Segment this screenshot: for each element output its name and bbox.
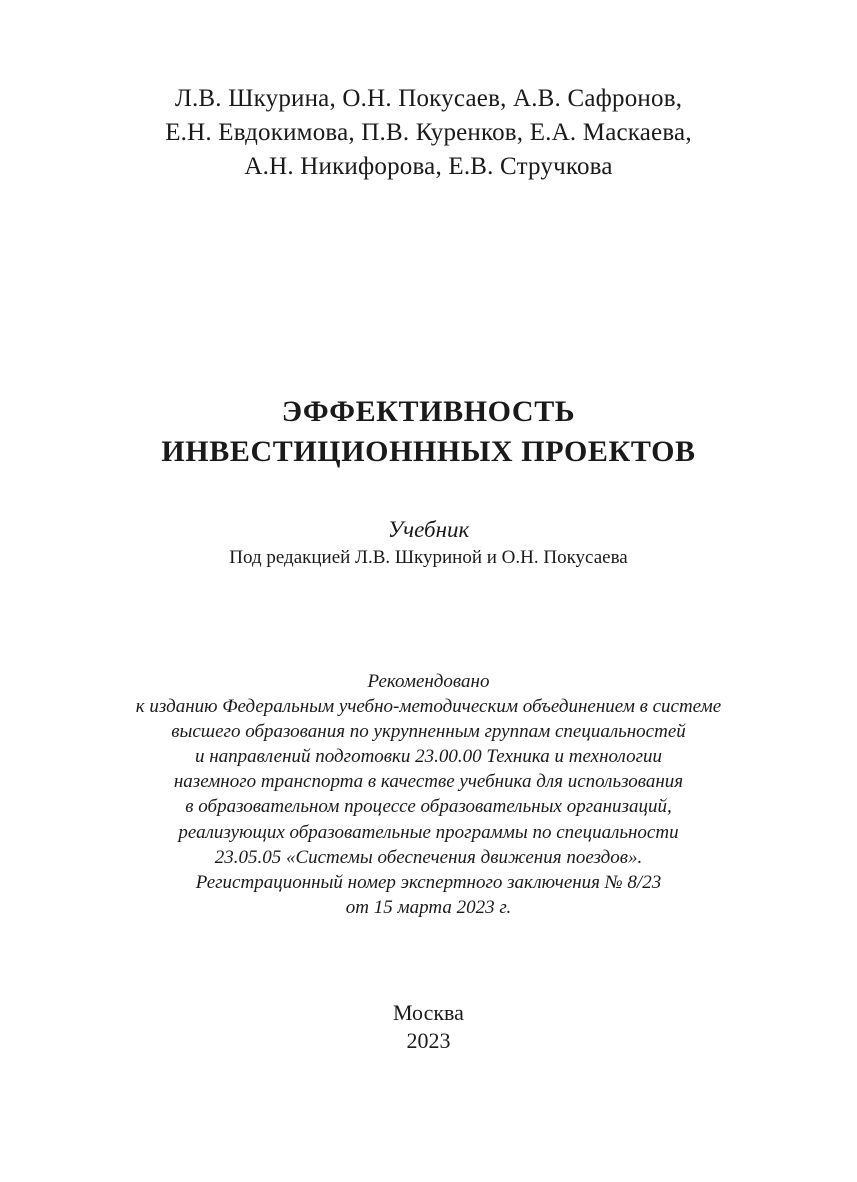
recommendation-line: и направлений подготовки 23.00.00 Техника и технологии <box>195 746 662 768</box>
recommendation-line: в образовательном процессе образовательных организаций, <box>185 796 672 818</box>
authors-line: Е.Н. Евдокимова, П.В. Куренков, Е.А. Маскаева, <box>165 119 692 146</box>
recommendation-block <box>0 669 857 920</box>
recommendation-line: высшего образования по укрупненным группам специальностей <box>171 721 686 743</box>
editors-line: Под редакцией Л.В. Шкуриной и О.Н. Покусаева <box>229 547 628 568</box>
book-type: Учебник <box>387 517 470 542</box>
recommendation-line: от 15 марта 2023 г. <box>345 896 512 918</box>
recommendation-line: Регистрационный номер экспертного заключения № 8/23 <box>195 871 662 893</box>
book-title-line: ЭФФЕКТИВНОСТЬ <box>281 395 576 428</box>
recommendation-line: 23.05.05 «Системы обеспечения движения поездов». <box>214 846 643 868</box>
book-title-line: ИНВЕСТИЦИОНННЫХ ПРОЕКТОВ <box>161 435 696 468</box>
imprint-year: 2023 <box>406 1028 451 1053</box>
authors-block <box>0 82 857 184</box>
recommendation-line: реализующих образовательные программы по специальности <box>178 821 679 843</box>
recommendation-line: к изданию Федеральным учебно-методическим объединением в системе <box>135 696 722 718</box>
recommendation-line: наземного транспорта в качестве учебника для использования <box>173 771 684 793</box>
authors-line: А.Н. Никифорова, Е.В. Стручкова <box>244 153 613 180</box>
book-title <box>0 392 857 472</box>
authors-line: Л.В. Шкурина, О.Н. Покусаев, А.В. Сафронов, <box>174 85 683 112</box>
recommendation-heading: Рекомендовано <box>367 671 490 692</box>
imprint-city: Москва <box>393 1000 464 1025</box>
imprint-block <box>0 999 857 1055</box>
